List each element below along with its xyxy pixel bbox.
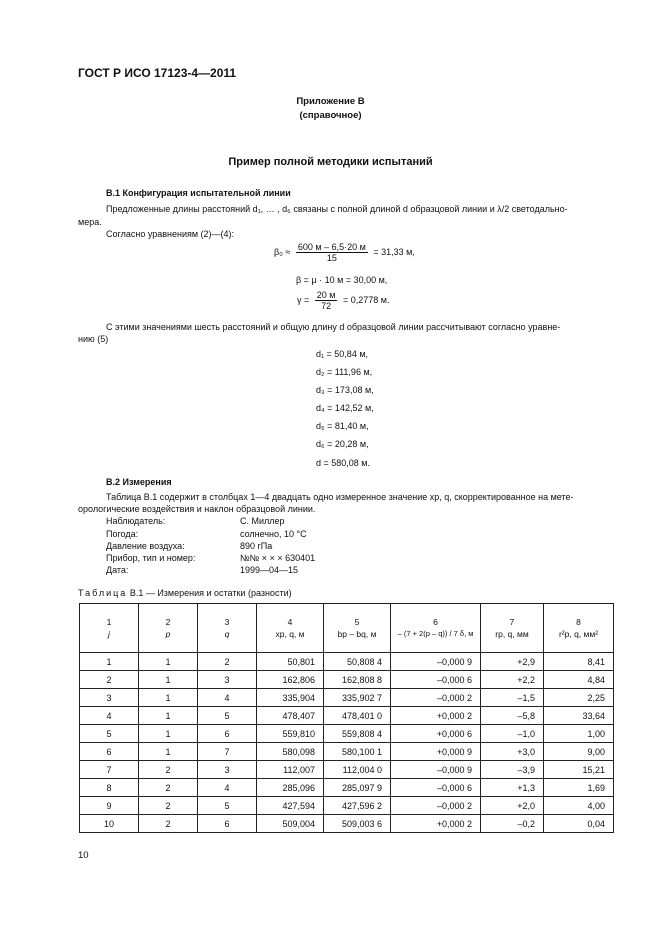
date-label: Дата:	[106, 565, 129, 575]
table-row	[80, 671, 614, 689]
cell-residual-sq: 2,25	[544, 689, 614, 707]
cell-residual-sq: 8,41	[544, 653, 614, 671]
cell-p: 2	[139, 779, 198, 797]
cell-b-diff: 580,100 1	[324, 743, 391, 761]
cell-b-diff: 112,004 0	[324, 761, 391, 779]
cell-residual-sq: 0,04	[544, 815, 614, 833]
eq3-fraction	[315, 290, 338, 311]
section1-para3-line2: нию (5)	[78, 334, 109, 344]
appendix-note: (справочное)	[299, 110, 362, 121]
cell-correction: +0,000 2	[391, 707, 481, 725]
eq1-rhs: = 31,33 м,	[373, 246, 415, 257]
cell-x: 427,594	[257, 797, 324, 815]
cell-x: 559,810	[257, 725, 324, 743]
cell-x: 112,007	[257, 761, 324, 779]
document-id: ГОСТ Р ИСО 17123-4—2011	[78, 66, 237, 80]
weather-label: Погода:	[106, 529, 139, 539]
equation-gamma	[297, 290, 389, 311]
eq3-rhs: = 0,2778 м.	[343, 294, 390, 305]
cell-q: 6	[198, 815, 257, 833]
table-row	[80, 743, 614, 761]
section-title: Пример полной методики испытаний	[228, 156, 433, 168]
cell-residual-sq: 4,00	[544, 797, 614, 815]
table-row	[80, 689, 614, 707]
observer-label: Наблюдатель:	[106, 516, 166, 526]
pressure-value: 890 гПа	[240, 541, 273, 551]
cell-correction: –0,000 2	[391, 797, 481, 815]
cell-q: 3	[198, 671, 257, 689]
cell-p: 2	[139, 815, 198, 833]
cell-residual-sq: 1,69	[544, 779, 614, 797]
cell-j: 7	[80, 761, 139, 779]
instrument-value: №№ × × × 630401	[240, 553, 316, 563]
instrument-label: Прибор, тип и номер:	[106, 553, 196, 563]
cell-b-diff: 50,808 4	[324, 653, 391, 671]
cell-residual: –3,9	[481, 761, 544, 779]
cell-correction: +0,000 2	[391, 815, 481, 833]
header-col-6: 6 – (7 + 2(p – q)) / 7 δ, м	[391, 604, 481, 653]
section2-heading: В.2 Измерения	[106, 477, 172, 487]
table-caption	[78, 588, 292, 598]
cell-j: 8	[80, 779, 139, 797]
distance-total: d = 580,08 м.	[316, 458, 370, 468]
cell-residual: +2,9	[481, 653, 544, 671]
cell-j: 2	[80, 671, 139, 689]
cell-p: 2	[139, 797, 198, 815]
cell-residual: –1,0	[481, 725, 544, 743]
cell-residual: +2,0	[481, 797, 544, 815]
cell-p: 1	[139, 707, 198, 725]
cell-p: 1	[139, 725, 198, 743]
cell-residual: +1,3	[481, 779, 544, 797]
cell-x: 478,407	[257, 707, 324, 725]
distance-d6: d₆ = 20,28 м,	[316, 439, 369, 449]
eq3-denominator: 72	[321, 301, 332, 311]
cell-residual-sq: 15,21	[544, 761, 614, 779]
page-number: 10	[78, 850, 89, 861]
cell-correction: –0,000 2	[391, 689, 481, 707]
table-header-row	[80, 604, 614, 653]
table-body	[80, 653, 614, 833]
table-row	[80, 779, 614, 797]
table-row	[80, 725, 614, 743]
section1-para1-line2: мера.	[78, 217, 102, 227]
cell-j: 9	[80, 797, 139, 815]
cell-j: 10	[80, 815, 139, 833]
eq3-numerator: 20 м	[316, 290, 336, 300]
observer-value: С. Миллер	[240, 516, 285, 526]
cell-j: 1	[80, 653, 139, 671]
cell-correction: –0,000 9	[391, 653, 481, 671]
cell-correction: –0,000 6	[391, 779, 481, 797]
cell-correction: +0,000 9	[391, 743, 481, 761]
cell-p: 1	[139, 689, 198, 707]
header-col-2: 2 p	[139, 604, 198, 653]
header-col-5: 5 bp – bq, м	[324, 604, 391, 653]
equation-beta: β = μ · 10 м = 30,00 м,	[296, 275, 388, 285]
table-caption-lead: Таблица	[78, 588, 128, 598]
table-row	[80, 653, 614, 671]
cell-q: 4	[198, 779, 257, 797]
cell-b-diff: 285,097 9	[324, 779, 391, 797]
distance-d5: d₅ = 81,40 м,	[316, 421, 369, 431]
distance-d3: d₃ = 173,08 м,	[316, 385, 374, 395]
date-value: 1999—04—15	[240, 565, 299, 575]
table-row	[80, 707, 614, 725]
cell-b-diff: 478,401 0	[324, 707, 391, 725]
cell-q: 3	[198, 761, 257, 779]
cell-residual: +3,0	[481, 743, 544, 761]
cell-q: 4	[198, 689, 257, 707]
appendix-name: Приложение В	[296, 96, 365, 107]
cell-j: 3	[80, 689, 139, 707]
cell-p: 1	[139, 653, 198, 671]
cell-x: 335,904	[257, 689, 324, 707]
cell-x: 285,096	[257, 779, 324, 797]
cell-p: 2	[139, 761, 198, 779]
cell-residual: +2,2	[481, 671, 544, 689]
eq1-lhs: β₀ ≈	[274, 246, 291, 257]
eq3-lhs: γ =	[297, 294, 310, 305]
cell-p: 1	[139, 743, 198, 761]
cell-p: 1	[139, 671, 198, 689]
header-col-1: 1 j	[80, 604, 139, 653]
cell-correction: –0,000 6	[391, 671, 481, 689]
table-row	[80, 761, 614, 779]
cell-correction: –0,000 9	[391, 761, 481, 779]
header-col-3: 3 q	[198, 604, 257, 653]
table-caption-rest: В.1 — Измерения и остатки (разности)	[129, 588, 292, 598]
cell-q: 5	[198, 797, 257, 815]
section1-heading: В.1 Конфигурация испытательной линии	[106, 188, 291, 198]
header-col-8: 8 r²p, q, мм²	[544, 604, 614, 653]
eq1-denominator: 15	[326, 253, 337, 263]
section2-para1-line1: Таблица В.1 содержит в столбцах 1—4 двадцать одно измеренное значение xp, q, скорректированное на мете-	[106, 492, 574, 502]
cell-residual-sq: 4,84	[544, 671, 614, 689]
cell-residual: –0,2	[481, 815, 544, 833]
distance-d4: d₄ = 142,52 м,	[316, 403, 374, 413]
cell-j: 4	[80, 707, 139, 725]
cell-residual: –1,5	[481, 689, 544, 707]
distance-d1: d₁ = 50,84 м,	[316, 349, 369, 359]
cell-q: 7	[198, 743, 257, 761]
cell-residual-sq: 33,64	[544, 707, 614, 725]
measurements-table	[79, 603, 614, 833]
cell-b-diff: 427,596 2	[324, 797, 391, 815]
cell-residual: –5,8	[481, 707, 544, 725]
eq1-numerator: 600 м – 6,5·20 м	[297, 242, 366, 252]
cell-q: 5	[198, 707, 257, 725]
weather-value: солнечно, 10 °С	[240, 529, 307, 539]
equation-beta0	[274, 242, 415, 263]
table-row	[80, 815, 614, 833]
cell-x: 50,801	[257, 653, 324, 671]
cell-j: 5	[80, 725, 139, 743]
section2-para1-line2: орологические воздействия и наклон образцовой линии.	[78, 504, 316, 514]
cell-residual-sq: 1,00	[544, 725, 614, 743]
cell-x: 162,806	[257, 671, 324, 689]
cell-residual-sq: 9,00	[544, 743, 614, 761]
cell-q: 6	[198, 725, 257, 743]
eq1-fraction	[296, 242, 368, 263]
section1-para3-line1: С этими значениями шесть расстояний и общую длину d образцовой линии рассчитывают согласно уравне-	[106, 322, 561, 332]
cell-b-diff: 162,808 8	[324, 671, 391, 689]
cell-correction: +0,000 6	[391, 725, 481, 743]
section1-para2: Согласно уравнениям (2)—(4):	[106, 229, 235, 239]
distance-d2: d₂ = 111,96 м,	[316, 367, 373, 377]
cell-x: 580,098	[257, 743, 324, 761]
section1-para1-line1: Предложенные длины расстояний d₁, … , d₆ связаны с полной длиной d образцовой линии и λ/2 светодально-	[106, 204, 568, 214]
cell-x: 509,004	[257, 815, 324, 833]
cell-b-diff: 559,808 4	[324, 725, 391, 743]
cell-b-diff: 509,003 6	[324, 815, 391, 833]
pressure-label: Давление воздуха:	[106, 541, 185, 551]
header-col-7: 7 rp, q, мм	[481, 604, 544, 653]
table-row	[80, 797, 614, 815]
cell-b-diff: 335,902 7	[324, 689, 391, 707]
cell-j: 6	[80, 743, 139, 761]
header-col-4: 4 xp, q, м	[257, 604, 324, 653]
cell-q: 2	[198, 653, 257, 671]
